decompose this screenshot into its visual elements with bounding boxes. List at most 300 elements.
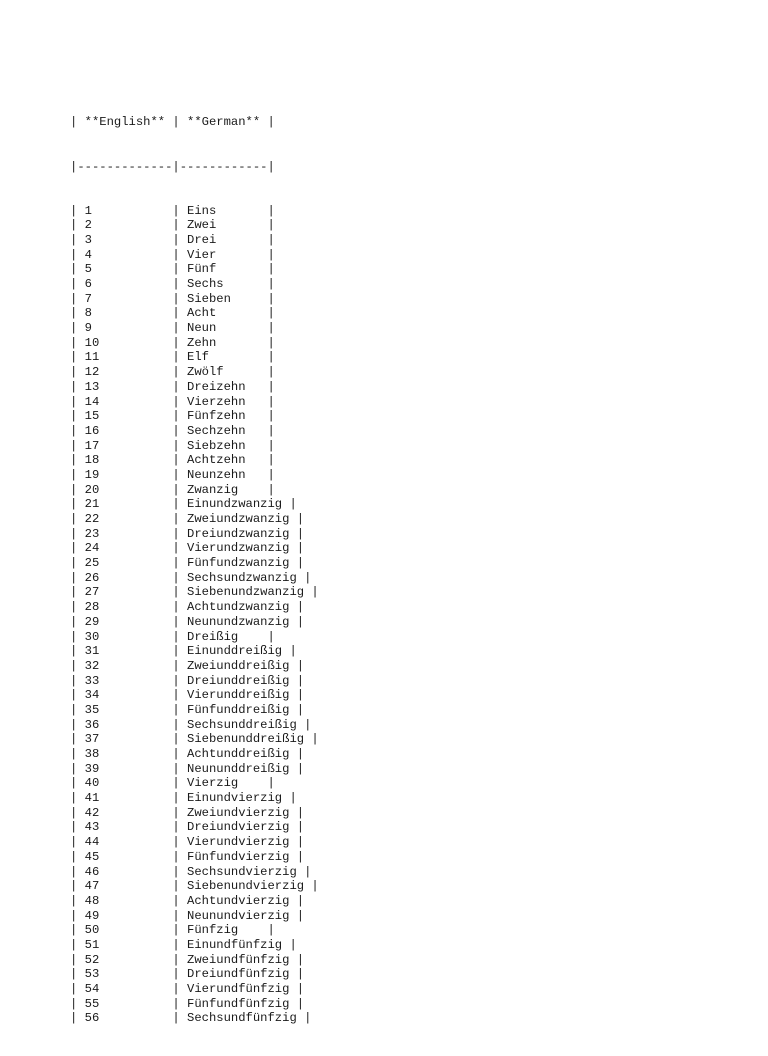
row-prefix: | — [70, 409, 85, 424]
cell-separator: | — [91, 247, 188, 262]
row-prefix: | — [70, 820, 85, 835]
row-prefix: | — [70, 629, 85, 644]
english-cell: 24 — [84, 541, 100, 556]
german-cell: Sechzehn — [187, 423, 246, 438]
row-end: | — [245, 379, 275, 394]
english-cell: 40 — [84, 776, 100, 791]
table-row — [70, 306, 319, 321]
row-prefix: | — [70, 805, 85, 820]
cell-separator: | — [99, 791, 188, 806]
english-cell: 32 — [84, 658, 100, 673]
row-end: | — [238, 923, 275, 938]
table-row — [70, 732, 319, 747]
cell-separator: | — [99, 732, 188, 747]
cell-separator: | — [99, 570, 188, 585]
german-cell: Vierundfünfzig — [187, 982, 290, 997]
row-end: | — [238, 629, 275, 644]
row-end: | — [238, 776, 275, 791]
row-prefix: | — [70, 747, 85, 762]
german-cell: Achtzehn — [187, 453, 246, 468]
cell-separator: | — [99, 438, 188, 453]
cell-separator: | — [99, 482, 188, 497]
cell-separator: | — [99, 996, 188, 1011]
row-end: | — [289, 658, 305, 673]
table-row — [70, 350, 319, 365]
row-end: | — [289, 747, 305, 762]
cell-separator: | — [99, 585, 188, 600]
german-cell: Sechsundvierzig — [187, 864, 297, 879]
row-prefix: | — [70, 262, 85, 277]
table-row — [70, 806, 319, 821]
row-end: | — [289, 702, 305, 717]
english-cell: 39 — [84, 761, 100, 776]
german-cell: Siebenundzwanzig — [187, 585, 305, 600]
cell-separator: | — [99, 717, 188, 732]
english-cell: 43 — [84, 820, 100, 835]
table-row — [70, 321, 319, 336]
english-cell: 30 — [84, 629, 100, 644]
row-end: | — [216, 335, 275, 350]
table-row — [70, 762, 319, 777]
german-cell: Fünfundzwanzig — [187, 556, 290, 571]
row-prefix: | — [70, 350, 85, 365]
cell-separator: | — [99, 379, 188, 394]
cell-separator: | — [91, 203, 188, 218]
german-cell: Achtundzwanzig — [187, 600, 290, 615]
row-prefix: | — [70, 556, 85, 571]
german-cell: Siebenunddreißig — [187, 732, 305, 747]
row-end: | — [238, 482, 275, 497]
english-cell: 9 — [84, 321, 92, 336]
row-end: | — [289, 556, 305, 571]
row-end: | — [245, 438, 275, 453]
english-cell: 8 — [84, 306, 92, 321]
german-cell: Dreiunddreißig — [187, 673, 290, 688]
row-prefix: | — [70, 365, 85, 380]
row-end: | — [289, 526, 305, 541]
english-cell: 55 — [84, 996, 100, 1011]
german-cell: Drei — [187, 232, 217, 247]
english-cell: 27 — [84, 585, 100, 600]
english-cell: 23 — [84, 526, 100, 541]
row-prefix: | — [70, 996, 85, 1011]
german-cell: Zwölf — [187, 365, 224, 380]
row-prefix: | — [70, 732, 85, 747]
cell-separator: | — [99, 614, 188, 629]
english-cell: 5 — [84, 262, 92, 277]
table-row — [70, 468, 319, 483]
row-prefix: | — [70, 923, 85, 938]
row-end: | — [216, 262, 275, 277]
cell-separator: | — [99, 805, 188, 820]
german-cell: Sieben — [187, 291, 231, 306]
cell-separator: | — [99, 893, 188, 908]
row-prefix: | — [70, 497, 85, 512]
table-row — [70, 453, 319, 468]
english-cell: 6 — [84, 277, 92, 292]
english-cell: 11 — [84, 350, 100, 365]
german-cell: Dreiundvierzig — [187, 820, 290, 835]
german-cell: Dreiundfünfzig — [187, 967, 290, 982]
table-row — [70, 336, 319, 351]
table-row — [70, 835, 319, 850]
german-cell: Achtundvierzig — [187, 893, 290, 908]
english-cell: 53 — [84, 967, 100, 982]
table-row — [70, 982, 319, 997]
german-cell: Dreiundzwanzig — [187, 526, 290, 541]
german-cell: Sechs — [187, 277, 224, 292]
german-cell: Einundvierzig — [187, 791, 283, 806]
row-end: | — [216, 306, 275, 321]
row-end: | — [289, 541, 305, 556]
table-row — [70, 967, 319, 982]
cell-separator: | — [99, 849, 188, 864]
table-row — [70, 365, 319, 380]
english-cell: 29 — [84, 614, 100, 629]
row-end: | — [289, 982, 305, 997]
cell-separator: | — [99, 365, 188, 380]
row-prefix: | — [70, 570, 85, 585]
cell-separator: | — [91, 262, 188, 277]
row-prefix: | — [70, 937, 85, 952]
table-row — [70, 791, 319, 806]
table-row — [70, 703, 319, 718]
cell-separator: | — [91, 321, 188, 336]
row-prefix: | — [70, 879, 85, 894]
cell-separator: | — [99, 776, 188, 791]
row-prefix: | — [70, 394, 85, 409]
row-prefix: | — [70, 702, 85, 717]
row-end: | — [289, 908, 305, 923]
table-row — [70, 865, 319, 880]
english-cell: 56 — [84, 1011, 100, 1026]
cell-separator: | — [99, 982, 188, 997]
table-row — [70, 894, 319, 909]
cell-separator: | — [91, 306, 188, 321]
table-row — [70, 277, 319, 292]
row-end: | — [289, 614, 305, 629]
row-end: | — [289, 673, 305, 688]
cell-separator: | — [99, 658, 188, 673]
table-row — [70, 909, 319, 924]
table-header-line: | **English** | **German** | — [70, 115, 275, 130]
table-row — [70, 923, 319, 938]
row-end: | — [289, 761, 305, 776]
row-prefix: | — [70, 776, 85, 791]
table-row — [70, 644, 319, 659]
table-row — [70, 439, 319, 454]
row-prefix: | — [70, 849, 85, 864]
german-cell: Sechsundfünfzig — [187, 1011, 297, 1026]
row-prefix: | — [70, 247, 85, 262]
german-cell: Einundfünfzig — [187, 937, 283, 952]
english-cell: 34 — [84, 688, 100, 703]
row-end: | — [289, 893, 305, 908]
table-row — [70, 600, 319, 615]
row-prefix: | — [70, 467, 85, 482]
row-prefix: | — [70, 526, 85, 541]
german-cell: Siebenundvierzig — [187, 879, 305, 894]
english-cell: 31 — [84, 644, 100, 659]
cell-separator: | — [99, 820, 188, 835]
cell-separator: | — [99, 512, 188, 527]
row-prefix: | — [70, 952, 85, 967]
row-prefix: | — [70, 512, 85, 527]
german-cell: Vier — [187, 247, 217, 262]
cell-separator: | — [99, 879, 188, 894]
cell-separator: | — [99, 967, 188, 982]
table-row — [70, 938, 319, 953]
row-prefix: | — [70, 335, 85, 350]
table-row — [70, 630, 319, 645]
cell-separator: | — [99, 937, 188, 952]
cell-separator: | — [99, 350, 188, 365]
german-cell: Fünfunddreißig — [187, 702, 290, 717]
row-end: | — [282, 791, 297, 806]
table-row — [70, 424, 319, 439]
table-row — [70, 718, 319, 733]
english-cell: 44 — [84, 835, 100, 850]
row-end: | — [296, 1011, 312, 1026]
german-cell: Vierzig — [187, 776, 239, 791]
english-cell: 37 — [84, 732, 100, 747]
english-cell: 36 — [84, 717, 100, 732]
row-prefix: | — [70, 967, 85, 982]
row-prefix: | — [70, 791, 85, 806]
row-prefix: | — [70, 232, 85, 247]
german-cell: Zweiundfünfzig — [187, 952, 290, 967]
row-end: | — [304, 732, 319, 747]
english-cell: 38 — [84, 747, 100, 762]
german-cell: Fünf — [187, 262, 217, 277]
german-cell: Achtunddreißig — [187, 747, 290, 762]
cell-separator: | — [99, 497, 188, 512]
german-cell: Neun — [187, 321, 217, 336]
row-prefix: | — [70, 423, 85, 438]
english-cell: 33 — [84, 673, 100, 688]
english-cell: 18 — [84, 453, 100, 468]
row-end: | — [209, 350, 275, 365]
english-cell: 49 — [84, 908, 100, 923]
row-end: | — [245, 467, 275, 482]
english-cell: 42 — [84, 805, 100, 820]
german-cell: Elf — [187, 350, 209, 365]
row-prefix: | — [70, 600, 85, 615]
table-row — [70, 674, 319, 689]
german-cell: Eins — [187, 203, 217, 218]
english-cell: 22 — [84, 512, 100, 527]
cell-separator: | — [99, 541, 188, 556]
english-cell: 4 — [84, 247, 92, 262]
table-row — [70, 747, 319, 762]
row-prefix: | — [70, 835, 85, 850]
cell-separator: | — [99, 835, 188, 850]
row-prefix: | — [70, 893, 85, 908]
german-cell: Einundzwanzig — [187, 497, 283, 512]
english-cell: 2 — [84, 218, 92, 233]
english-cell: 46 — [84, 864, 100, 879]
cell-separator: | — [99, 453, 188, 468]
cell-separator: | — [99, 467, 188, 482]
table-row — [70, 659, 319, 674]
english-cell: 25 — [84, 556, 100, 571]
german-cell: Neunundvierzig — [187, 908, 290, 923]
cell-separator: | — [99, 1011, 188, 1026]
row-end: | — [296, 570, 312, 585]
english-cell: 17 — [84, 438, 100, 453]
german-cell: Zweiunddreißig — [187, 658, 290, 673]
row-end: | — [223, 277, 275, 292]
row-end: | — [282, 937, 297, 952]
german-cell: Fünfundfünfzig — [187, 996, 290, 1011]
table-row — [70, 483, 319, 498]
table-row — [70, 585, 319, 600]
cell-separator: | — [99, 526, 188, 541]
english-cell: 7 — [84, 291, 92, 306]
row-end: | — [289, 600, 305, 615]
cell-separator: | — [91, 277, 188, 292]
cell-separator: | — [99, 423, 188, 438]
table-row — [70, 292, 319, 307]
row-prefix: | — [70, 673, 85, 688]
english-cell: 15 — [84, 409, 100, 424]
table-row — [70, 615, 319, 630]
english-cell: 3 — [84, 232, 92, 247]
row-end: | — [216, 203, 275, 218]
english-cell: 35 — [84, 702, 100, 717]
row-prefix: | — [70, 982, 85, 997]
cell-separator: | — [99, 644, 188, 659]
cell-separator: | — [99, 409, 188, 424]
cell-separator: | — [99, 335, 188, 350]
german-cell: Zehn — [187, 335, 217, 350]
german-cell: Neunzehn — [187, 467, 246, 482]
german-cell: Fünfzig — [187, 923, 239, 938]
row-prefix: | — [70, 482, 85, 497]
cell-separator: | — [99, 629, 188, 644]
english-cell: 12 — [84, 365, 100, 380]
row-prefix: | — [70, 614, 85, 629]
row-prefix: | — [70, 717, 85, 732]
german-cell: Vierundzwanzig — [187, 541, 290, 556]
table-row — [70, 688, 319, 703]
english-cell: 20 — [84, 482, 100, 497]
row-prefix: | — [70, 864, 85, 879]
cell-separator: | — [99, 908, 188, 923]
row-prefix: | — [70, 761, 85, 776]
english-cell: 26 — [84, 570, 100, 585]
english-cell: 45 — [84, 849, 100, 864]
english-cell: 41 — [84, 791, 100, 806]
german-cell: Zweiundvierzig — [187, 805, 290, 820]
german-cell: Zweiundzwanzig — [187, 512, 290, 527]
row-end: | — [289, 688, 305, 703]
row-prefix: | — [70, 218, 85, 233]
german-cell: Fünfundvierzig — [187, 849, 290, 864]
row-prefix: | — [70, 585, 85, 600]
row-end: | — [289, 849, 305, 864]
row-prefix: | — [70, 277, 85, 292]
row-end: | — [245, 423, 275, 438]
table-row — [70, 248, 319, 263]
german-cell: Sechsunddreißig — [187, 717, 297, 732]
table-row — [70, 571, 319, 586]
german-cell: Sechsundzwanzig — [187, 570, 297, 585]
row-end: | — [245, 409, 275, 424]
german-cell: Zwei — [187, 218, 217, 233]
english-cell: 19 — [84, 467, 100, 482]
cell-separator: | — [99, 556, 188, 571]
german-cell: Dreißig — [187, 629, 239, 644]
english-cell: 54 — [84, 982, 100, 997]
table-row — [70, 204, 319, 219]
table-rows — [70, 204, 319, 1027]
row-end: | — [304, 585, 319, 600]
row-end: | — [296, 717, 312, 732]
row-prefix: | — [70, 291, 85, 306]
row-end: | — [216, 321, 275, 336]
row-end: | — [245, 394, 275, 409]
english-cell: 47 — [84, 879, 100, 894]
table-row — [70, 262, 319, 277]
row-end: | — [289, 820, 305, 835]
table-row — [70, 409, 319, 424]
table-row — [70, 820, 319, 835]
row-prefix: | — [70, 306, 85, 321]
german-cell: Dreizehn — [187, 379, 246, 394]
markdown-table — [70, 86, 319, 1056]
row-end: | — [289, 512, 305, 527]
english-cell: 21 — [84, 497, 100, 512]
german-cell: Siebzehn — [187, 438, 246, 453]
german-cell: Vierzehn — [187, 394, 246, 409]
table-row — [70, 879, 319, 894]
cell-separator: | — [91, 291, 188, 306]
row-prefix: | — [70, 541, 85, 556]
german-cell: Acht — [187, 306, 217, 321]
cell-separator: | — [99, 394, 188, 409]
cell-separator: | — [99, 864, 188, 879]
cell-separator: | — [91, 232, 188, 247]
row-end: | — [304, 879, 319, 894]
row-end: | — [296, 864, 312, 879]
cell-separator: | — [99, 952, 188, 967]
table-row — [70, 395, 319, 410]
row-prefix: | — [70, 644, 85, 659]
table-row — [70, 497, 319, 512]
row-end: | — [289, 805, 305, 820]
german-cell: Vierunddreißig — [187, 688, 290, 703]
row-end: | — [230, 291, 275, 306]
table-row — [70, 512, 319, 527]
row-end: | — [289, 835, 305, 850]
row-prefix: | — [70, 1011, 85, 1026]
english-cell: 14 — [84, 394, 100, 409]
row-end: | — [216, 232, 275, 247]
english-cell: 16 — [84, 423, 100, 438]
row-prefix: | — [70, 379, 85, 394]
german-cell: Vierundvierzig — [187, 835, 290, 850]
table-row — [70, 776, 319, 791]
cell-separator: | — [99, 747, 188, 762]
row-end: | — [216, 247, 275, 262]
row-end: | — [216, 218, 275, 233]
row-end: | — [282, 644, 297, 659]
english-cell: 13 — [84, 379, 100, 394]
english-cell: 48 — [84, 893, 100, 908]
table-row — [70, 541, 319, 556]
german-cell: Neunundzwanzig — [187, 614, 290, 629]
